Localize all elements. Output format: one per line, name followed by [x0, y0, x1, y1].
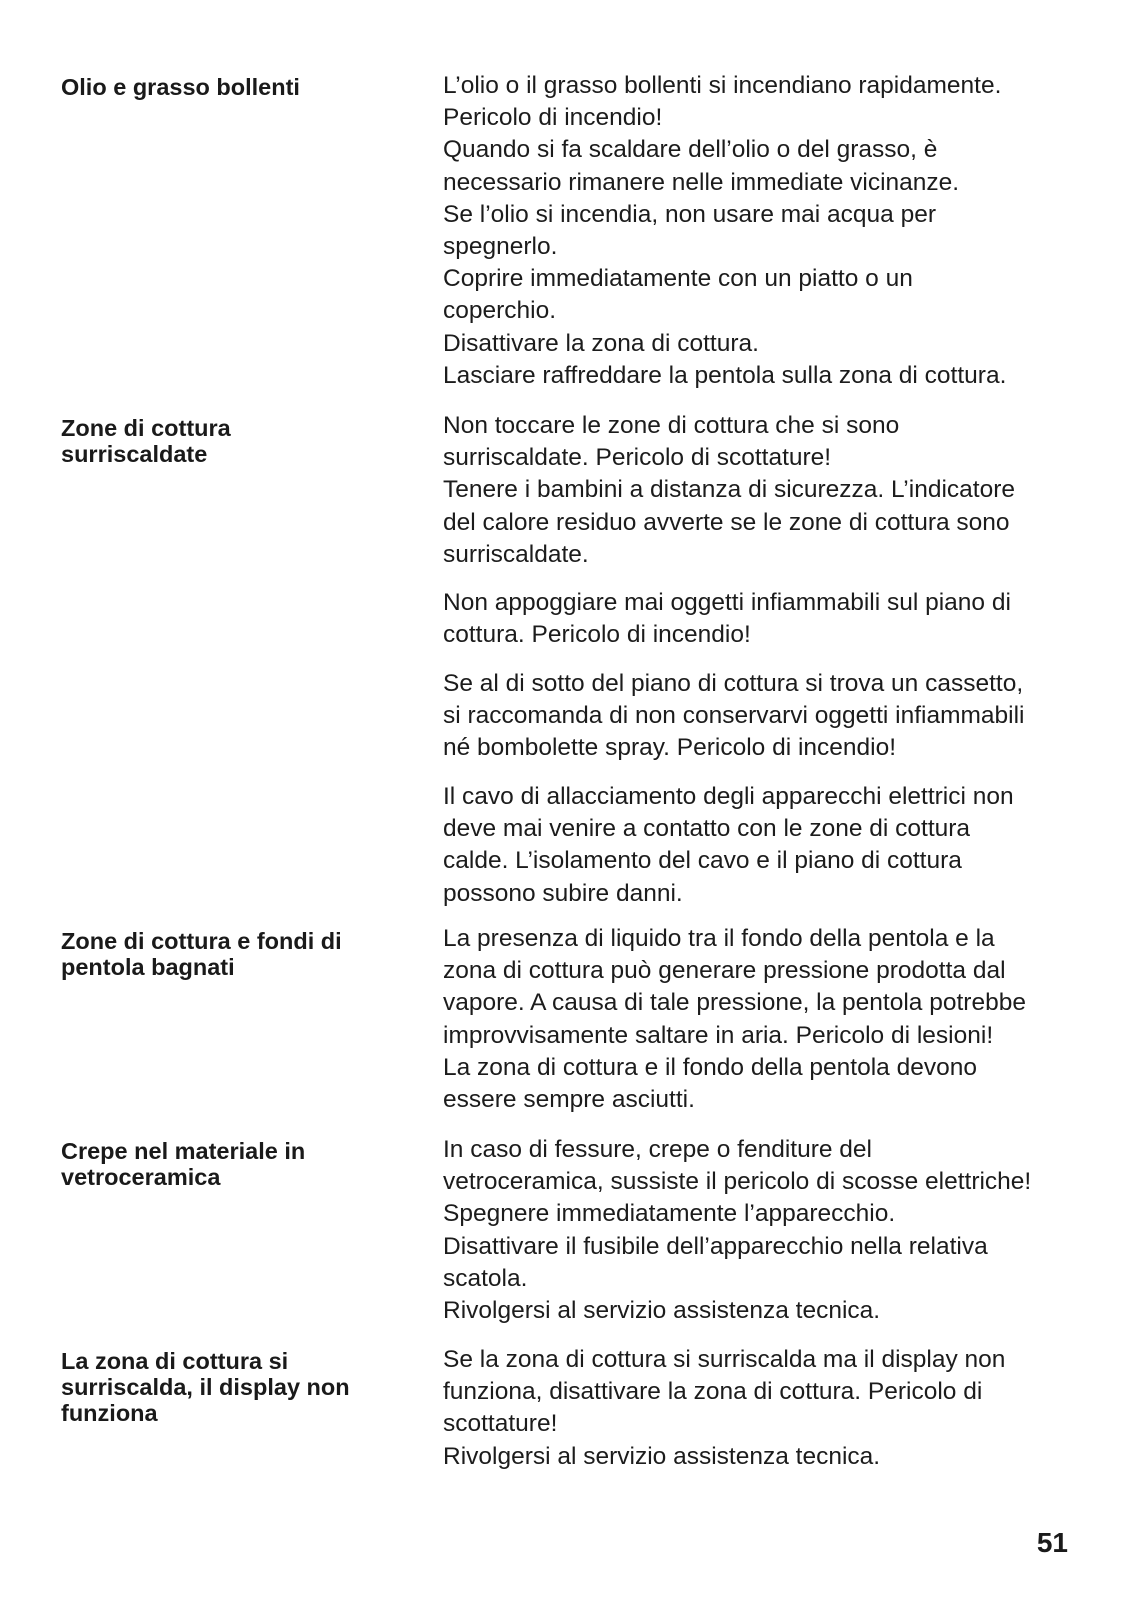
paragraph-hot-oil: L’olio o il grasso bollenti si incendiano rapidamente. Pericolo di incendio! Quando si fa scaldare dell’olio o del grasso, è necessario rimanere nelle immediate vicinanze. Se l’olio si incendia, non usare mai acqua per spegnerlo. Coprire immediatamente con un piatto o un coperchio. Disattivare la zona di cottura. Lasciare raffreddare la pentola sulla zona di cottura.	[443, 72, 1007, 389]
section-heading-display-failure: La zona di cottura si surriscalda, il display non funziona	[61, 1348, 350, 1426]
section-heading-glass-cracks: Crepe nel materiale in vetroceramica	[61, 1138, 306, 1190]
section-heading-overheated-zones: Zone di cottura surriscaldate	[61, 415, 231, 467]
paragraph-display-failure: Se la zona di cottura si surriscalda ma il display non funziona, disattivare la zona di cottura. Pericolo di scottature! Rivolgersi al servizio assistenza tecnica.	[443, 1346, 1006, 1470]
paragraph-overheated-zones-3: Se al di sotto del piano di cottura si trova un cassetto, si raccomanda di non conservarvi oggetti infiammabili né bombolette spray. Pericolo di incendio!	[443, 670, 1025, 762]
paragraph-glass-cracks: In caso di fessure, crepe o fenditure del vetroceramica, sussiste il pericolo di scosse elettriche! Spegnere immediatamente l’apparecchio. Disattivare il fusibile dell’apparecchio nella relativa scatola. Rivolgersi al servizio assistenza tecnica.	[443, 1136, 1032, 1325]
page-number: 51	[1036, 1527, 1068, 1558]
paragraph-overheated-zones-2: Non appoggiare mai oggetti infiammabili sul piano di cottura. Pericolo di incendio!	[443, 589, 1011, 649]
paragraph-overheated-zones-4: Il cavo di allacciamento degli apparecchi elettrici non deve mai venire a contatto con le zone di cottura calde. L’isolamento del cavo e il piano di cottura possono subire danni.	[443, 783, 1014, 907]
paragraph-overheated-zones-1: Non toccare le zone di cottura che si sono surriscaldate. Pericolo di scottature! Tenere i bambini a distanza di sicurezza. L’indicatore del calore residuo avverte se le zone di cottura sono surriscaldate.	[443, 412, 1015, 568]
section-heading-wet-zones: Zone di cottura e fondi di pentola bagnati	[61, 928, 342, 980]
paragraph-wet-zones: La presenza di liquido tra il fondo della pentola e la zona di cottura può generare pressione prodotta dal vapore. A causa di tale pressione, la pentola potrebbe improvvisamente saltare in aria. Pericolo di lesioni! La zona di cottura e il fondo della pentola devono essere sempre asciutti.	[443, 925, 1026, 1114]
section-heading-hot-oil: Olio e grasso bollenti	[61, 74, 300, 100]
